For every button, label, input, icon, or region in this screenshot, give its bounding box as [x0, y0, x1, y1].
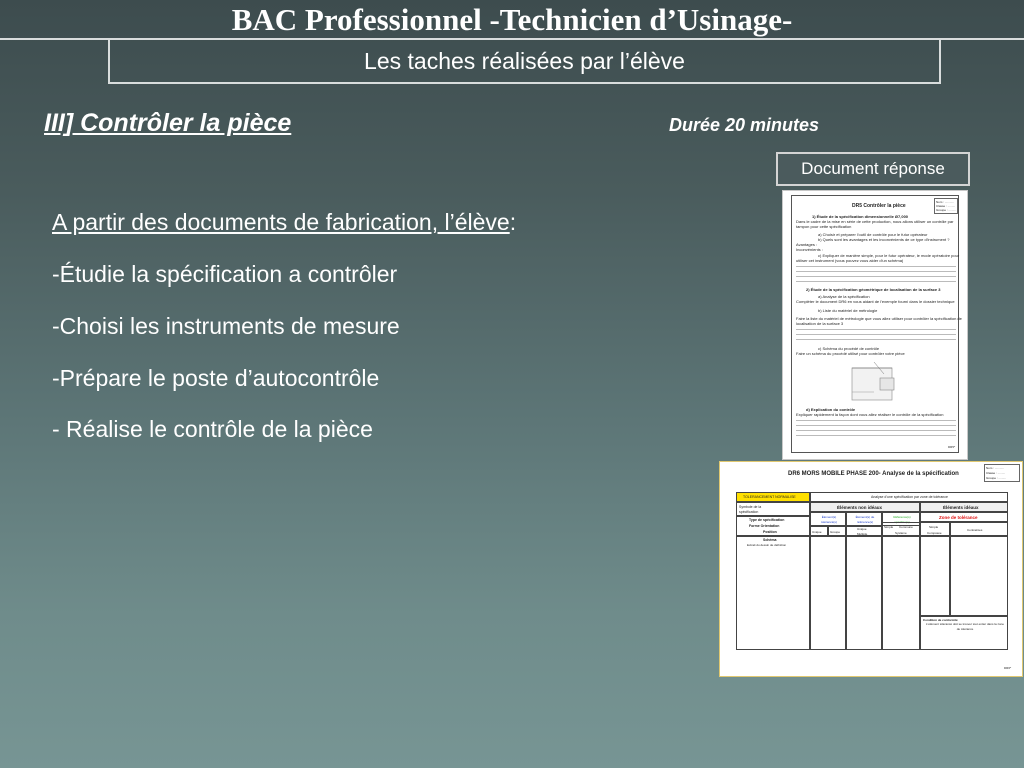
dr6-non-ideaux-cell [810, 502, 920, 512]
dr6-zone-label: Zone de tolérance [939, 515, 978, 520]
dr6-col-cell [920, 536, 950, 616]
dr5-line: Compléter le document DR6 en vous aidant de l'exemple fourni dans le dossier technique [796, 299, 955, 304]
dr6-non-ideaux-label: Éléments non idéaux [837, 505, 883, 510]
dr6-position-label: Position [763, 530, 777, 534]
dr6-condition-label: Condition de conformité [923, 618, 958, 622]
dr6-ideaux-cell [920, 502, 1008, 512]
dr6-symbole-label: Symbole de la spécification [739, 505, 762, 514]
dr6-sub-label: Commune [899, 525, 913, 529]
dr6-forme-label: Forme Orientation [749, 524, 780, 528]
duration-label: Durée 20 minutes [669, 115, 820, 135]
answer-line [796, 271, 956, 272]
dr6-title: DR6 MORS MOBILE PHASE 200- Analyse de la spécification [788, 471, 959, 477]
dr5-line: Expliquer rapidement la façon dont vous allez réaliser le contrôle de la spécification [796, 412, 944, 417]
dr5-header-box [934, 198, 958, 214]
dr6-sub-label: Contraintes [967, 528, 983, 532]
dr5-line: b) Liste du matériel de métrologie [818, 308, 878, 313]
dr5-line: c) Expliquer de manière simple, pour le futur opérateur, le mode opératoire pour [818, 253, 960, 258]
dr6-header-line: Classe : ......... [986, 471, 1006, 475]
answer-line [796, 266, 956, 267]
dr6-col-cell [882, 536, 920, 650]
dr6-ref-specifiee-label: Référence(s) spécifiée(s) [893, 515, 911, 524]
dr5-line: b) Quels sont les avantages et les inconvénients de ce type d'instrument ? [818, 237, 950, 242]
dr5-header-line: Nom : ........... [936, 200, 955, 204]
task-item: -Étudie la spécification a contrôler [52, 261, 398, 287]
dr6-sub-label: Composée [927, 531, 942, 535]
page-title: BAC Professionnel -Technicien d’Usinage- [231, 2, 793, 37]
dr6-sub-label: Unique [812, 530, 822, 534]
answer-line [796, 339, 956, 340]
dr5-line: Dans le cadre de la mise en série de cette production, nous allons utiliser un contrôle par [796, 219, 954, 224]
dr6-type-cell [736, 516, 810, 536]
subtitle: Les taches réalisées par l’élève [364, 48, 685, 74]
dr5-line: a) Choisir et préparer l'outil de contrôle pour le futur opérateur [818, 232, 928, 237]
dr6-condition-cell [920, 616, 1008, 650]
section-heading: III] Contrôler la pièce [44, 109, 292, 137]
dr6-sub-label: Multiple [857, 532, 868, 536]
answer-line [796, 435, 956, 436]
document-dr5-thumbnail[interactable] [782, 190, 968, 460]
dr6-col-cell [810, 536, 846, 650]
dr5-header-line: Classe : ......... [936, 204, 956, 208]
document-dr6-thumbnail[interactable] [719, 461, 1023, 677]
dr6-sub-label: Simple [884, 525, 894, 529]
dr5-header-line: Groupe : ......... [936, 208, 957, 212]
answer-line [796, 281, 956, 282]
document-response-tag: Document réponse [776, 152, 970, 186]
dr5-line: Avantages : [796, 242, 818, 247]
dr5-line: d) Explication du contrôle [806, 407, 856, 412]
dr5-line: a) Analyse de la spécification [818, 294, 870, 299]
dr6-tolere-cell [810, 512, 846, 526]
task-intro [52, 206, 516, 238]
task-item: -Prépare le poste d’autocontrôle [52, 365, 380, 391]
dr6-sub-cell [846, 526, 882, 536]
dr5-line: Faire un schéma du procédé utilisé pour contrôler votre pièce [796, 351, 905, 356]
dr5-title: DR5 Contrôler la pièce [852, 203, 906, 209]
dr5-line: 1) Étude de la spécification dimensionnelle Ø7,000 [812, 214, 909, 219]
answer-line [796, 430, 956, 431]
dr6-analyse-label: Analyse d'une spécification par zone de tolérance [871, 495, 948, 499]
dr6-sub-label: Groupe [830, 530, 841, 534]
dr6-sub-cell [810, 526, 828, 536]
dr5-line: localisation de la surface 3 [796, 321, 844, 326]
task-intro-suffix: : [509, 209, 517, 235]
dr6-reference-cell [846, 512, 882, 526]
dr6-sub-cell [920, 522, 950, 536]
dr6-schema-label: Schéma [763, 538, 777, 542]
dr5-line: 2) Étude de la spécification géométrique de localisation de la surface 3 [806, 287, 941, 292]
dr6-header-line: Groupe : ......... [986, 476, 1007, 480]
dr5-line: Inconvénients : [796, 247, 823, 252]
dr6-analyse-cell [810, 492, 1008, 502]
dr6-symbole-cell [736, 502, 810, 516]
dr6-sub-label: Système [895, 531, 907, 535]
dr5-line: tampon pour cette spécification [796, 224, 852, 229]
task-intro-text: A partir des documents de fabrication, l’élève [52, 209, 510, 235]
dr6-type-label: Type de spécification [749, 518, 785, 522]
dr6-ideaux-label: Éléments idéaux [943, 505, 979, 510]
dr6-schema-cell [736, 536, 810, 650]
document-dr5-page [791, 195, 962, 453]
dr6-header-line: Nom : ........... [986, 466, 1005, 470]
answer-line [796, 329, 956, 330]
dr6-sub-cell [950, 522, 1008, 536]
dr6-sub-label: Simple [929, 525, 939, 529]
dr6-header-box [984, 464, 1020, 482]
dr6-col-cell [950, 536, 1008, 616]
dr6-tolerancement-label: TOLERANCEMENT NORMALISE [743, 495, 796, 499]
dr6-zone-cell [920, 512, 1008, 522]
task-item: - Réalise le contrôle de la pièce [52, 416, 373, 442]
dr5-line: Faire la liste du matériel de métrologie que vous allez utiliser pour contrôler la spécification de [796, 316, 962, 321]
dr6-sub-cell [882, 522, 920, 536]
dr6-tolerancement-cell [736, 492, 810, 502]
dr6-sub-cell [828, 526, 846, 536]
dr5-line: c) Schéma du procédé de contrôle [818, 346, 880, 351]
dr6-col-cell [846, 536, 882, 650]
dr5-line: utiliser cet instrument (vous pouvez vous aider d'un schéma) [796, 258, 904, 263]
task-item: -Choisi les instruments de mesure [52, 313, 400, 339]
answer-line [796, 420, 956, 421]
part-sketch-icon [844, 358, 914, 404]
answer-line [796, 334, 956, 335]
dr6-page-number: DR6* [1004, 666, 1012, 670]
dr6-condition-text: L'élément tolérancé doit se trouver tout entier dans la zone de tolérance [926, 622, 1004, 631]
subtitle-box [108, 40, 941, 84]
dr6-sub-label: Unique [857, 527, 867, 531]
answer-line [796, 276, 956, 277]
dr6-extrait-label: Extrait du dessin de définition [747, 543, 787, 547]
answer-line [796, 425, 956, 426]
dr5-page-number: DR5* [948, 445, 956, 449]
dr6-tolere-label: Élément(s) tolérancé(s) [821, 515, 837, 524]
dr6-reference-label: Élément(s) de référence(s) [855, 515, 875, 524]
